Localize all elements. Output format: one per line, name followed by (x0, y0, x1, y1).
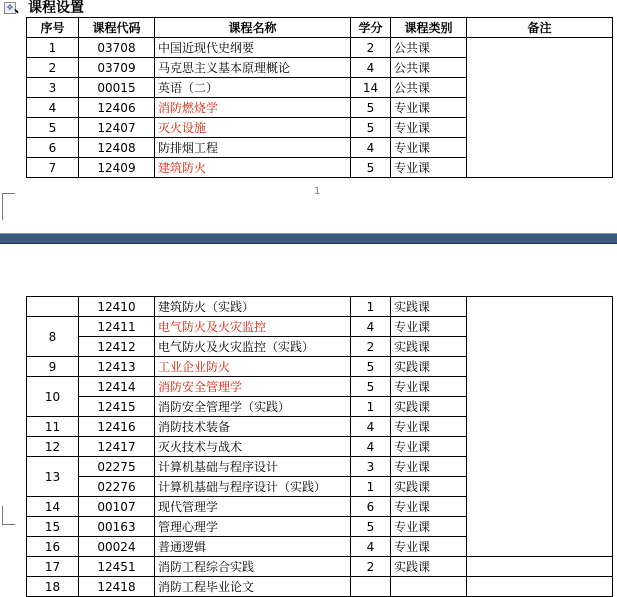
course-name: 建筑防火（实践） (155, 297, 351, 317)
row-number: 14 (27, 497, 79, 517)
course-name: 电气防火及火灾监控（实践） (155, 337, 351, 357)
header-credit: 学分 (351, 18, 391, 38)
course-type: 公共课 (391, 58, 467, 78)
course-name: 灭火技术与战术 (155, 437, 351, 457)
section-title: 、课程设置 (14, 0, 84, 16)
row-number (27, 297, 79, 317)
row-number: 4 (27, 98, 79, 118)
credit: 14 (351, 78, 391, 98)
row-number: 10 (27, 377, 79, 417)
credit: 4 (351, 58, 391, 78)
course-table-part1 (26, 17, 613, 178)
course-name: 工业企业防火 (155, 357, 351, 377)
course-type: 专业课 (391, 138, 467, 158)
course-code: 12414 (79, 377, 155, 397)
course-type: 专业课 (391, 98, 467, 118)
credit: 1 (351, 477, 391, 497)
course-type: 实践课 (391, 357, 467, 377)
course-name: 建筑防火 (155, 158, 351, 178)
course-code: 12410 (79, 297, 155, 317)
course-code: 03708 (79, 38, 155, 58)
course-code: 12451 (79, 557, 155, 577)
page-margin-mark (2, 506, 15, 525)
header-name: 课程名称 (155, 18, 351, 38)
course-code: 12417 (79, 437, 155, 457)
course-code: 12413 (79, 357, 155, 377)
credit: 5 (351, 98, 391, 118)
course-code: 12407 (79, 118, 155, 138)
course-code: 12418 (79, 577, 155, 597)
course-code: 12415 (79, 397, 155, 417)
course-name: 消防安全管理学（实践） (155, 397, 351, 417)
table-header-row (27, 18, 613, 38)
course-name: 电气防火及火灾监控 (155, 317, 351, 337)
credit: 3 (351, 457, 391, 477)
credit: 5 (351, 118, 391, 138)
table-move-handle-icon[interactable]: ✥ (4, 2, 16, 14)
credit: 1 (351, 297, 391, 317)
credit: 2 (351, 557, 391, 577)
course-name: 马克思主义基本原理概论 (155, 58, 351, 78)
course-code: 02275 (79, 457, 155, 477)
course-name: 防排烟工程 (155, 138, 351, 158)
table-row (27, 38, 613, 58)
credit: 4 (351, 537, 391, 557)
credit: 4 (351, 417, 391, 437)
course-name: 消防工程毕业论文 (155, 577, 351, 597)
row-number: 15 (27, 517, 79, 537)
course-name: 计算机基础与程序设计（实践） (155, 477, 351, 497)
credit: 5 (351, 377, 391, 397)
row-number: 8 (27, 317, 79, 357)
course-name: 灭火设施 (155, 118, 351, 138)
row-number: 17 (27, 557, 79, 577)
remark (467, 557, 613, 577)
course-code: 00107 (79, 497, 155, 517)
course-code: 12406 (79, 98, 155, 118)
course-type: 实践课 (391, 337, 467, 357)
row-number: 7 (27, 158, 79, 178)
course-name: 计算机基础与程序设计 (155, 457, 351, 477)
credit: 1 (351, 397, 391, 417)
course-code: 12412 (79, 337, 155, 357)
row-number: 13 (27, 457, 79, 497)
course-type: 公共课 (391, 78, 467, 98)
course-code: 03709 (79, 58, 155, 78)
remark (467, 577, 613, 597)
course-type: 实践课 (391, 397, 467, 417)
course-type: 专业课 (391, 158, 467, 178)
row-number: 3 (27, 78, 79, 98)
course-type (391, 577, 467, 597)
course-name: 英语（二） (155, 78, 351, 98)
course-table-part2 (26, 296, 613, 597)
credit: 5 (351, 357, 391, 377)
row-number: 2 (27, 58, 79, 78)
course-code: 12408 (79, 138, 155, 158)
row-number: 5 (27, 118, 79, 138)
course-type: 专业课 (391, 437, 467, 457)
course-code: 00015 (79, 78, 155, 98)
row-number: 18 (27, 577, 79, 597)
row-number: 6 (27, 138, 79, 158)
header-type: 课程类别 (391, 18, 467, 38)
credit: 5 (351, 158, 391, 178)
course-type: 专业课 (391, 118, 467, 138)
page-break-separator (0, 233, 617, 244)
row-number: 9 (27, 357, 79, 377)
course-type: 专业课 (391, 377, 467, 397)
credit: 4 (351, 317, 391, 337)
course-name: 普通逻辑 (155, 537, 351, 557)
course-name: 中国近现代史纲要 (155, 38, 351, 58)
remark (467, 38, 613, 178)
course-name: 消防工程综合实践 (155, 557, 351, 577)
table-row (27, 577, 613, 597)
header-code: 课程代码 (79, 18, 155, 38)
course-type: 专业课 (391, 417, 467, 437)
course-name: 消防技术装备 (155, 417, 351, 437)
credit: 2 (351, 38, 391, 58)
course-type: 专业课 (391, 457, 467, 477)
row-number: 11 (27, 417, 79, 437)
course-name: 消防燃烧学 (155, 98, 351, 118)
course-code: 12416 (79, 417, 155, 437)
header-no: 序号 (27, 18, 79, 38)
course-type: 专业课 (391, 517, 467, 537)
course-type: 实践课 (391, 297, 467, 317)
row-number: 12 (27, 437, 79, 457)
credit: 4 (351, 138, 391, 158)
remark (467, 297, 613, 557)
course-code: 12409 (79, 158, 155, 178)
course-type: 公共课 (391, 38, 467, 58)
course-code: 12411 (79, 317, 155, 337)
table-row (27, 557, 613, 577)
course-code: 00163 (79, 517, 155, 537)
page-number: 1 (314, 186, 321, 197)
table-row (27, 297, 613, 317)
row-number: 1 (27, 38, 79, 58)
credit: 4 (351, 437, 391, 457)
page-margin-mark (2, 193, 15, 220)
course-type: 实践课 (391, 477, 467, 497)
credit: 2 (351, 337, 391, 357)
course-type: 专业课 (391, 537, 467, 557)
course-name: 消防安全管理学 (155, 377, 351, 397)
credit (351, 577, 391, 597)
credit: 5 (351, 517, 391, 537)
course-type: 实践课 (391, 557, 467, 577)
course-type: 专业课 (391, 317, 467, 337)
course-name: 管理心理学 (155, 517, 351, 537)
course-name: 现代管理学 (155, 497, 351, 517)
row-number: 16 (27, 537, 79, 557)
course-code: 00024 (79, 537, 155, 557)
document-page-1 (0, 0, 617, 233)
course-type: 专业课 (391, 497, 467, 517)
course-code: 02276 (79, 477, 155, 497)
credit: 6 (351, 497, 391, 517)
header-remark: 备注 (467, 18, 613, 38)
